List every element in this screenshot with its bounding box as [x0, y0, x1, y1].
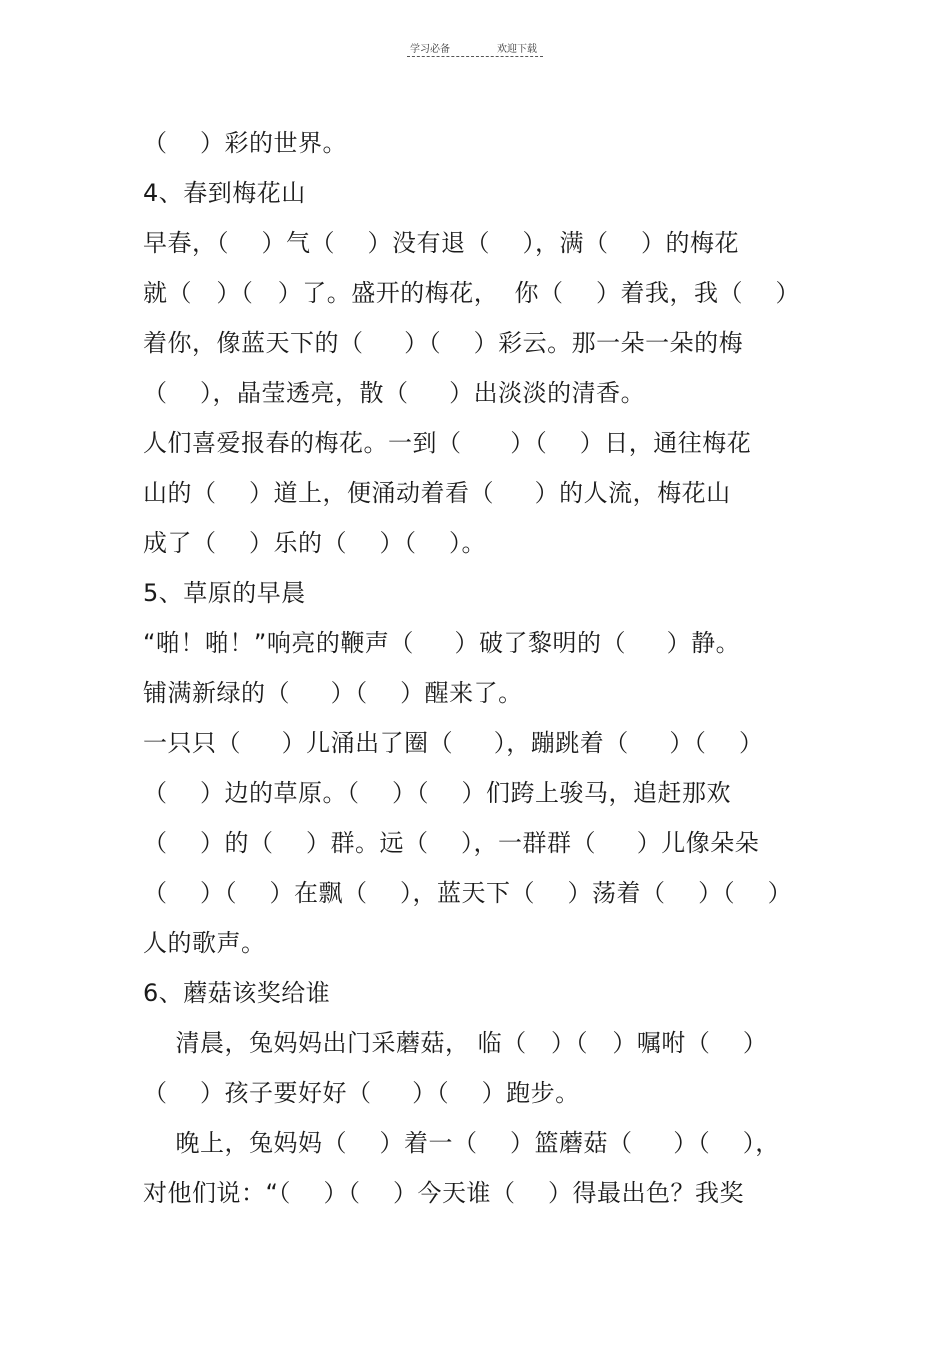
text-line: 就（ ）（ ）了。盛开的梅花， 你（ ）着我，我（ ）: [143, 279, 801, 307]
section-title: 4、春到梅花山: [143, 179, 306, 207]
header-left-text: 学习必备: [410, 44, 450, 55]
text-line: （ ）（ ）在飘（ ），蓝天下（ ）荡着（ ）（ ）: [143, 879, 793, 907]
text-line: （ ）彩的世界。: [143, 129, 348, 157]
text-line: （ ），晶莹透亮，散（ ）出淡淡的清香。: [143, 379, 646, 407]
text-line: （ ）孩子要好好（ ）（ ）跑步。: [143, 1079, 580, 1107]
text-line: 成了（ ）乐的（ ）（ ）。: [143, 529, 487, 557]
text-line: 清晨，兔妈妈出门采蘑菇， 临（ ）（ ）嘱咐（ ）: [143, 1029, 768, 1057]
header-right-text: 欢迎下载: [497, 44, 537, 55]
page-header: [407, 38, 543, 57]
text-line: （ ）边的草原。（ ）（ ）们跨上骏马，追赶那欢: [143, 779, 732, 807]
text-line: “啪！啪！”响亮的鞭声（ ）破了黎明的（ ）静。: [143, 629, 741, 657]
text-line: 着你，像蓝天下的（ ）（ ）彩云。那一朵一朵的梅: [143, 329, 744, 357]
text-line: 早春，（ ）气（ ）没有退（ ），满（ ）的梅花: [143, 229, 740, 257]
text-line: 晚上，兔妈妈（ ）着一（ ）篮蘑菇（ ）（ ），: [143, 1129, 780, 1157]
text-line: 人的歌声。: [143, 929, 266, 957]
document-body: [143, 118, 823, 1218]
text-line: 人们喜爱报春的梅花。一到（ ）（ ）日，通往梅花: [143, 429, 752, 457]
text-line: 山的（ ）道上，便涌动着看（ ）的人流，梅花山: [143, 479, 731, 507]
text-line: 对他们说：“（ ）（ ）今天谁（ ）得最出色？我奖: [143, 1179, 744, 1207]
text-line: 一只只（ ）儿涌出了圈（ ），蹦跳着（ ）（ ）: [143, 729, 764, 757]
section-title: 5、草原的早晨: [143, 579, 306, 607]
text-line: （ ）的（ ）群。远（ ），一群群（ ）儿像朵朵: [143, 829, 760, 857]
text-line: 铺满新绿的（ ）（ ）醒来了。: [143, 679, 523, 707]
section-title: 6、蘑菇该奖给谁: [143, 979, 331, 1007]
